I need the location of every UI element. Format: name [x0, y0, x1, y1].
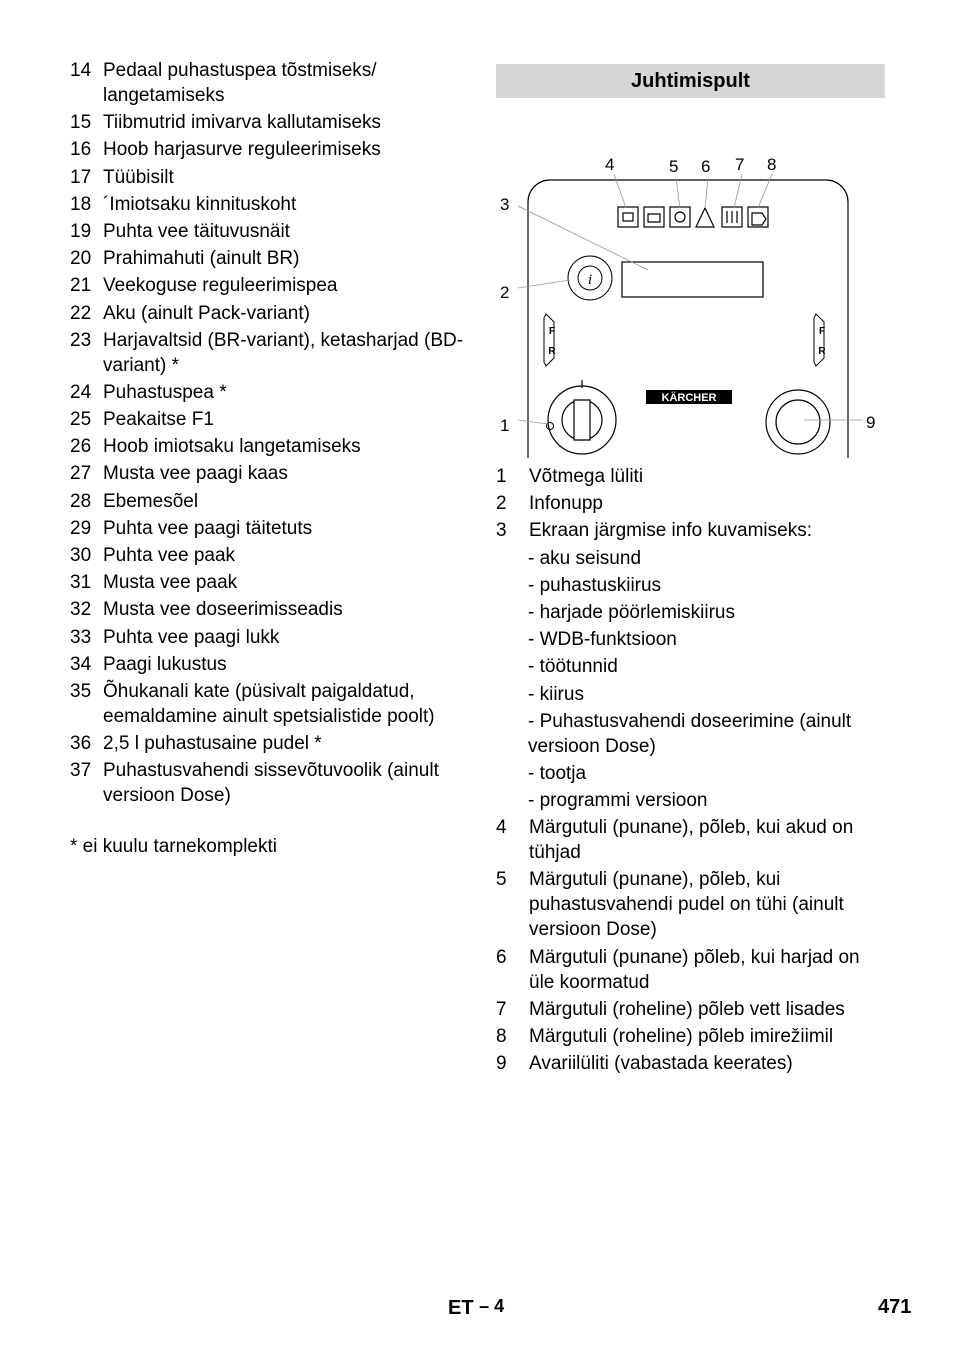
item-number: 21: [70, 275, 92, 297]
list-item: [70, 570, 470, 595]
indicator-lamps: [618, 207, 768, 227]
item-text: Tüübisilt: [103, 166, 174, 188]
item-text: Ebemesõel: [103, 490, 199, 512]
forward-label-left: F: [548, 326, 556, 337]
list-item: [70, 380, 470, 405]
list-item: [70, 489, 470, 514]
brush-overload-lamp-icon: [670, 207, 690, 227]
legend-subitem: - WDB-funktsioon: [528, 629, 677, 651]
callout-5: 5: [669, 157, 679, 176]
legend-text: Infonupp: [529, 493, 603, 515]
page-number: 471: [878, 1296, 912, 1318]
list-item: [70, 597, 470, 622]
legend-item: [496, 867, 888, 942]
control-panel-svg: [496, 118, 888, 458]
item-number: 20: [70, 248, 92, 270]
legend-number: 8: [496, 1026, 507, 1047]
list-item: [70, 165, 470, 190]
list-item: [70, 434, 470, 459]
callout-1: 1: [500, 416, 510, 435]
item-text: Õhukanali kate (püsivalt paigaldatud, eemaldamine ainult spetsialistide poolt): [103, 680, 435, 727]
legend-number: 6: [496, 946, 507, 968]
legend-text: Märgutuli (roheline) põleb vett lisades: [529, 998, 845, 1020]
item-text: Tiibmutrid imivarva kallutamiseks: [103, 112, 382, 134]
item-number: 14: [70, 60, 92, 81]
item-text: Puhta vee paak: [103, 545, 236, 566]
legend-subitem: - kiirus: [528, 683, 584, 705]
list-item: [70, 758, 470, 808]
direction-switch-right: [814, 314, 824, 366]
item-text: Paagi lukustus: [103, 653, 227, 675]
item-number: 23: [70, 329, 92, 351]
legend-item: [496, 815, 888, 865]
list-item: [70, 137, 470, 162]
item-number: 27: [70, 463, 92, 485]
item-number: 35: [70, 680, 92, 702]
list-item: [70, 328, 470, 378]
item-number: 28: [70, 490, 92, 512]
item-text: Peakaitse F1: [103, 409, 214, 431]
legend-subitem: - aku seisund: [528, 547, 642, 569]
item-text: 2,5 l puhastusaine pudel *: [103, 733, 322, 755]
list-item: [70, 273, 470, 298]
item-number: 17: [70, 166, 92, 188]
item-text: Prahimahuti (ainult BR): [103, 248, 300, 270]
detergent-lamp-icon: [644, 207, 664, 227]
list-item: [70, 192, 470, 217]
list-item: [70, 731, 470, 756]
legend-number: 9: [496, 1053, 507, 1075]
legend-item: [496, 997, 888, 1022]
item-number: 36: [70, 733, 92, 755]
item-text: Musta vee paak: [103, 572, 238, 594]
parts-list: [70, 58, 470, 859]
item-number: 26: [70, 436, 92, 458]
item-text: Veekoguse reguleerimispea: [103, 275, 338, 297]
legend-number: 4: [496, 817, 507, 839]
legend-subitem: - Puhastusvahendi doseerimine (ainult versioon Dose): [528, 710, 852, 757]
item-number: 32: [70, 599, 92, 621]
legend-text: Märgutuli (punane), põleb, kui puhastusvahendi pudel on tühi (ainult versioon Dose): [529, 869, 844, 941]
legend-number: 7: [496, 998, 507, 1020]
list-item: [70, 625, 470, 650]
legend-text: Avariilüliti (vabastada keerates): [529, 1053, 793, 1075]
item-text: Puhastusvahendi sissevõtuvoolik (ainult versioon Dose): [103, 760, 439, 807]
legend-item: [496, 464, 888, 489]
item-number: 37: [70, 760, 92, 782]
item-number: 34: [70, 653, 92, 675]
item-text: Hoob harjasurve reguleerimiseks: [103, 139, 381, 161]
callout-6: 6: [701, 157, 711, 176]
item-text: Hoob imiotsaku langetamiseks: [103, 436, 361, 458]
reverse-label-right: R: [818, 346, 826, 357]
list-item: [70, 516, 470, 541]
control-panel-diagram: [496, 118, 888, 458]
item-number: 19: [70, 220, 92, 242]
legend-number: 1: [496, 466, 507, 487]
item-text: Puhta vee paagi lukk: [103, 626, 280, 648]
item-number: 30: [70, 545, 92, 566]
item-number: 24: [70, 381, 92, 403]
control-panel-section: [496, 64, 888, 1078]
legend-number: 5: [496, 869, 507, 891]
list-item: [70, 407, 470, 432]
key-icon: [574, 400, 590, 440]
legend-list: [496, 464, 888, 1076]
legend-item: [496, 1024, 888, 1049]
item-number: 33: [70, 626, 92, 648]
item-number: 16: [70, 139, 92, 161]
battery-lamp-icon: [618, 207, 638, 227]
item-text: Harjavaltsid (BR-variant), ketasharjad (BD-variant) *: [103, 329, 464, 376]
list-item: [70, 652, 470, 677]
legend-item: [496, 491, 888, 516]
brand-text: KÄRCHER: [661, 392, 717, 404]
legend-subitem: - harjade pöörlemiskiirus: [528, 601, 735, 623]
item-text: Musta vee paagi kaas: [103, 463, 288, 485]
item-text: Puhta vee täituvusnäit: [103, 220, 290, 242]
legend-subitem: - programmi versioon: [528, 790, 708, 812]
footnote: * ei kuulu tarnekomplekti: [70, 836, 277, 858]
list-item: [70, 58, 470, 108]
callout-2: 2: [500, 283, 510, 302]
callout-7: 7: [735, 155, 745, 174]
item-number: 25: [70, 409, 92, 431]
legend-number: 3: [496, 520, 507, 542]
list-item: [70, 219, 470, 244]
item-text: Aku (ainult Pack-variant): [103, 302, 310, 324]
legend-text: Märgutuli (punane) põleb, kui harjad on üle koormatud: [529, 946, 860, 993]
item-number: 31: [70, 572, 92, 594]
forward-label-right: F: [818, 326, 826, 337]
legend-text: Võtmega lüliti: [529, 466, 644, 487]
callout-4: 4: [605, 155, 615, 174]
legend-subitem: - töötunnid: [528, 656, 618, 678]
item-text: Musta vee doseerimisseadis: [103, 599, 343, 621]
footer-language: ET – 4: [448, 1296, 505, 1319]
legend-item: [496, 518, 888, 543]
legend-item: [496, 1051, 888, 1076]
item-text: ´Imiotsaku kinnituskoht: [103, 193, 297, 215]
list-item: [70, 301, 470, 326]
item-text: Puhastuspea *: [103, 381, 227, 403]
item-number: 18: [70, 193, 92, 215]
list-item: [70, 110, 470, 135]
legend-subitem: - puhastuskiirus: [528, 574, 662, 596]
callout-9: 9: [866, 413, 876, 432]
legend-text: Märgutuli (punane), põleb, kui akud on tühjad: [529, 817, 854, 864]
item-text: Pedaal puhastuspea tõstmiseks/ langetamiseks: [103, 60, 377, 106]
item-number: 29: [70, 517, 92, 539]
item-number: 15: [70, 112, 92, 134]
reverse-label-left: R: [548, 346, 556, 357]
item-number: 22: [70, 302, 92, 324]
list-item: [70, 246, 470, 271]
legend-text: Ekraan järgmise info kuvamiseks:: [529, 520, 812, 542]
legend-subitem: - tootja: [528, 762, 587, 784]
legend-item: [496, 945, 888, 995]
callout-8: 8: [767, 155, 777, 174]
legend-number: 2: [496, 493, 507, 515]
legend-text: Märgutuli (roheline) põleb imirežiimil: [529, 1026, 834, 1047]
warning-lamp-icon: [696, 208, 714, 227]
section-title: Juhtimispult: [496, 64, 885, 98]
info-glyph: i: [587, 272, 593, 288]
list-item: [70, 543, 470, 568]
list-item: [70, 679, 470, 729]
item-text: Puhta vee paagi täitetuts: [103, 517, 313, 539]
list-item: [70, 461, 470, 486]
direction-switch-left: [544, 314, 554, 366]
callout-3: 3: [500, 195, 510, 214]
